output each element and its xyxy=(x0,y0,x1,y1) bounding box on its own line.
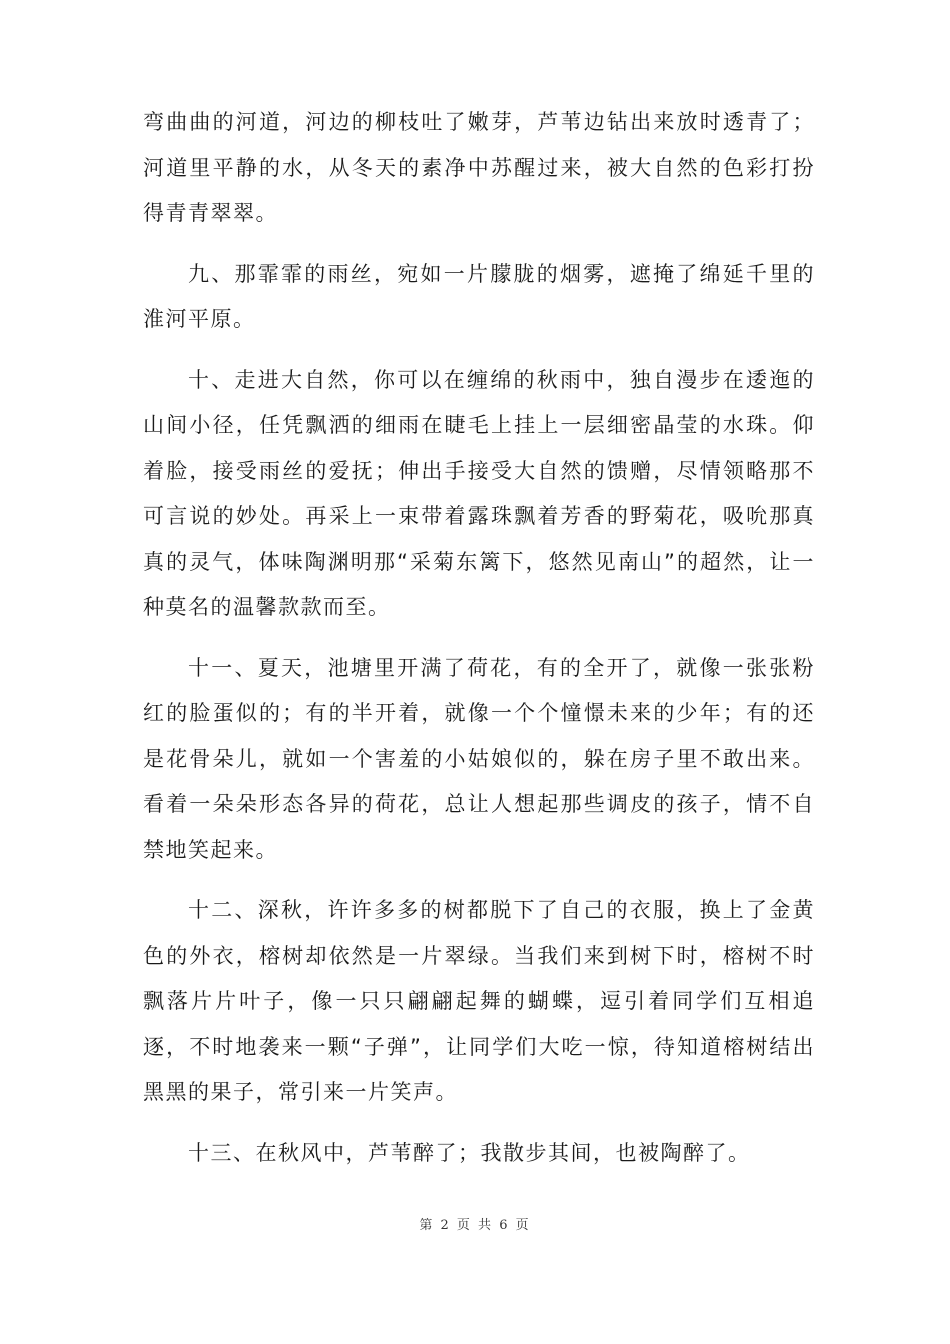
paragraph-9: 九、那霏霏的雨丝，宛如一片朦胧的烟雾，遮掩了绵延千里的淮河平原。 xyxy=(143,261,815,331)
paragraph-12: 十二、深秋，许许多多的树都脱下了自己的衣服，换上了金黄色的外衣，榕树却依然是一片翠绿。当我们来到树下时，榕树不时飘落片片叶子，像一只只翩翩起舞的蝴蝶，逗引着同学们互相追逐，不时地袭来一颗“子弹”，让同学们大吃一惊，待知道榕树结出黑黑的果子，常引来一片笑声。 xyxy=(143,898,815,1104)
document-body xyxy=(143,100,815,1176)
page-number-footer: 第 2 页 共 6 页 xyxy=(419,1218,531,1233)
paragraph-11: 十一、夏天，池塘里开满了荷花，有的全开了，就像一张张粉红的脸蛋似的；有的半开着，就像一个个憧憬未来的少年；有的还是花骨朵儿，就如一个害羞的小姑娘似的，躲在房子里不敢出来。看着一朵朵形态各异的荷花，总让人想起那些调皮的孩子，情不自禁地笑起来。 xyxy=(143,655,815,862)
paragraph-13: 十三、在秋风中，芦苇醉了；我散步其间，也被陶醉了。 xyxy=(188,1140,751,1165)
paragraph-continuation: 弯曲曲的河道，河边的柳枝吐了嫩芽，芦苇边钻出来放时透青了；河道里平静的水，从冬天的素净中苏醒过来，被大自然的色彩打扮得青青翠翠。 xyxy=(143,110,815,225)
paragraph-10: 十、走进大自然，你可以在缠绵的秋雨中，独自漫步在逶迤的山间小径，任凭飘洒的细雨在睫毛上挂上一层细密晶莹的水珠。仰着脸，接受雨丝的爱抚；伸出手接受大自然的馈赠，尽情领略那不可言说的妙处。再采上一束带着露珠飘着芳香的野菊花，吸吮那真真的灵气，体味陶渊明那“采菊东篱下，悠然见南山”的超然，让一种莫名的温馨款款而至。 xyxy=(143,367,815,619)
